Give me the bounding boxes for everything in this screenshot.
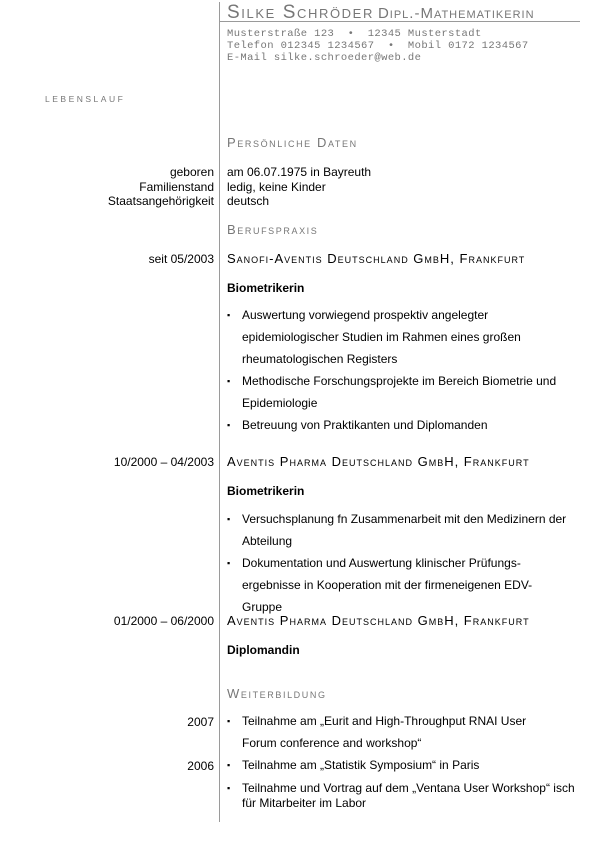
entry2-bullet-1: ▪ Versuchsplanung fn Zusammenarbeit mit den Medizinern der Abteilung <box>227 508 587 552</box>
entry2-period: 10/2000 – 04/2003 <box>113 455 214 469</box>
document-label: LEBENSLAUF <box>45 94 126 104</box>
section-heading-personal: Persönliche Daten <box>227 135 358 150</box>
training1-year: 2007 <box>187 715 214 729</box>
entry2-role: Biometrikerin <box>227 484 305 498</box>
section-heading-training: Weiterbildung <box>227 686 327 701</box>
contact-email: E-Mail silke.schroeder@web.de <box>227 52 422 64</box>
label-born: geboren <box>169 165 214 179</box>
value-born: am 06.07.1975 in Bayreuth <box>227 165 372 179</box>
training2-text: ▪ Teilnahme am „Statistik Symposium“ in Paris <box>227 754 587 776</box>
entry3-company: Aventis Pharma Deutschland GmbH, Frankfurt <box>227 613 530 628</box>
label-marital-status: Familienstand <box>139 180 214 194</box>
contact-address: Musterstraße 123 • 12345 Musterstadt <box>227 28 482 40</box>
entry2-bullets <box>227 508 587 618</box>
entry1-company: Sanofi-Aventis Deutschland GmbH, Frankfurt <box>227 251 526 266</box>
entry3-role: Diplomandin <box>227 643 300 657</box>
entry1-role: Biometrikerin <box>227 281 305 295</box>
contact-block <box>227 28 529 64</box>
entry1-bullets <box>227 304 587 436</box>
entry1-bullet-3: ▪ Betreuung von Praktikanten und Diplomanden <box>227 414 587 436</box>
entry3-period: 01/2000 – 06/2000 <box>113 614 214 628</box>
training2 <box>227 754 587 776</box>
training1 <box>227 710 587 754</box>
contact-phone: Telefon 012345 1234567 • Mobil 0172 1234567 <box>227 40 529 52</box>
training3-text: ▪ Teilnahme und Vortrag auf dem „Ventana User Workshop“ isch für Mitarbeiter im Labor <box>227 781 577 811</box>
section-heading-experience: Berufspraxis <box>227 222 319 237</box>
person-name: Silke Schröder <box>227 2 374 23</box>
entry1-bullet-2: ▪ Methodische Forschungsprojekte im Bereich Biometrie und Epidemiologie <box>227 370 587 414</box>
training1-text: ▪ Teilnahme am „Eurit and High-Throughput RNAI User Forum conference and workshop“ <box>227 710 562 754</box>
training3 <box>227 781 587 811</box>
person-title: Dipl.-Mathematikerin <box>377 5 535 22</box>
entry2-company: Aventis Pharma Deutschland GmbH, Frankfurt <box>227 454 530 469</box>
entry1-period: seit 05/2003 <box>148 252 214 266</box>
vertical-divider <box>219 2 220 822</box>
training2-year: 2006 <box>187 759 214 773</box>
entry2-bullet-2: ▪ Dokumentation und Auswertung klinischer Prüfungs-ergebnisse in Kooperation mit der firmeneigenen EDV-Gruppe <box>227 552 542 618</box>
value-marital-status: ledig, keine Kinder <box>227 180 326 194</box>
header-name-line <box>227 2 535 24</box>
label-nationality: Staatsangehörigkeit <box>107 194 214 208</box>
value-nationality: deutsch <box>227 194 270 208</box>
entry1-bullet-1: ▪ Auswertung vorwiegend prospektiv angelegter epidemiologischer Studien im Rahmen eines großen rheumatologischen Registers <box>227 304 532 370</box>
